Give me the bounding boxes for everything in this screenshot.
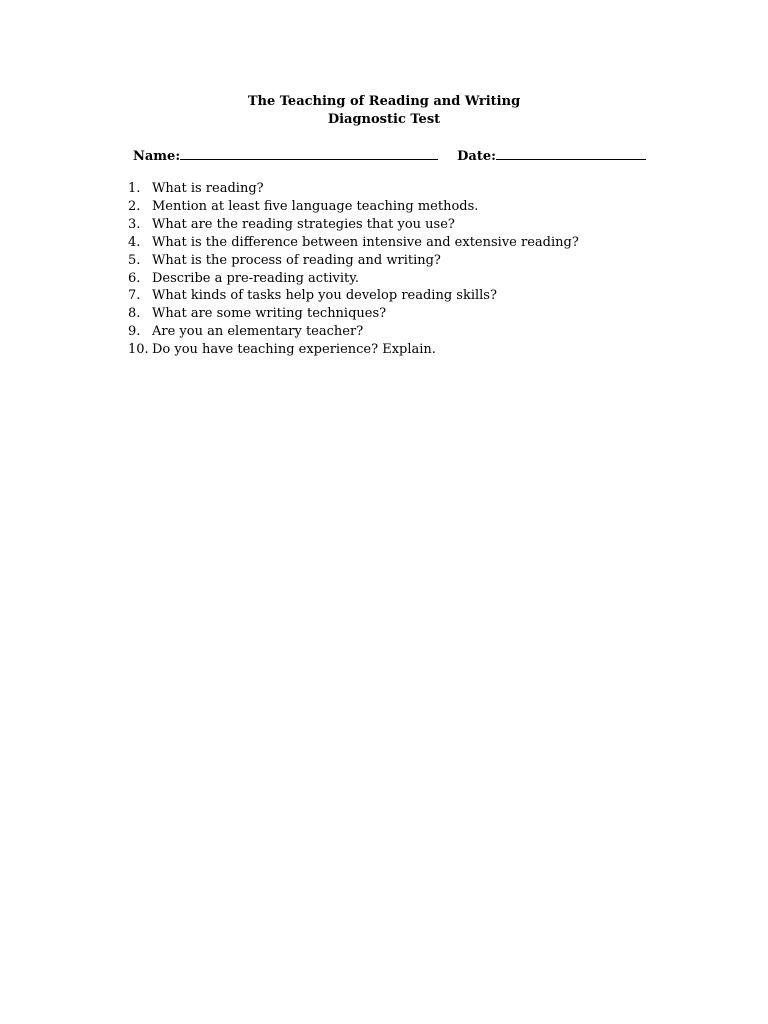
question-number: 8. (128, 306, 141, 322)
document-title: The Teaching of Reading and Writing (247, 94, 521, 109)
name-label: Name: (133, 149, 181, 164)
question-text: Are you an elementary teacher? (152, 324, 364, 340)
question-item (128, 305, 579, 323)
question-item (128, 180, 579, 198)
question-text: Describe a pre-reading activity. (152, 270, 359, 286)
question-number: 10. (128, 342, 149, 358)
question-number: 4. (128, 234, 141, 250)
title-block (0, 93, 768, 129)
question-list (128, 180, 579, 359)
question-text: Do you have teaching experience? Explain. (152, 342, 436, 358)
question-number: 5. (128, 252, 141, 268)
question-text: What is the process of reading and writing? (152, 252, 441, 268)
name-blank-line (180, 146, 438, 160)
question-number: 9. (128, 324, 141, 340)
question-text: Mention at least five language teaching methods. (152, 198, 479, 214)
question-number: 6. (128, 270, 141, 286)
question-text: What are some writing techniques? (152, 306, 387, 322)
question-text: What is reading? (152, 181, 264, 196)
date-label: Date: (457, 149, 496, 164)
question-item (128, 234, 579, 252)
name-date-row (133, 146, 646, 166)
question-number: 2. (128, 198, 141, 214)
question-text: What kinds of tasks help you develop reading skills? (152, 288, 497, 304)
question-text: What is the difference between intensive and extensive reading? (152, 234, 579, 250)
question-text: What are the reading strategies that you use? (152, 216, 455, 232)
question-number: 3. (128, 216, 141, 232)
question-item (128, 323, 579, 341)
document-subtitle: Diagnostic Test (327, 112, 441, 127)
date-group (457, 146, 646, 166)
question-item (128, 287, 579, 305)
question-item (128, 216, 579, 234)
question-number: 1. (128, 181, 141, 196)
question-item (128, 341, 579, 359)
question-number: 7. (128, 288, 141, 304)
question-item (128, 198, 579, 216)
date-blank-line (496, 146, 646, 160)
question-item (128, 252, 579, 270)
question-item (128, 270, 579, 288)
